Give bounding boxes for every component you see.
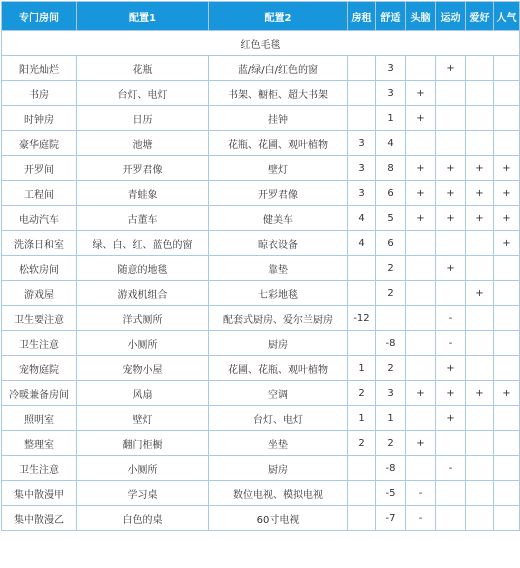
cell-sport (436, 106, 466, 131)
cell-popularity (494, 256, 520, 281)
cell-rent: 3 (348, 181, 376, 206)
table-row (2, 281, 520, 306)
cell-room-name: 游戏屋 (2, 281, 77, 306)
cell-config2: 厨房 (209, 456, 348, 481)
table-body (2, 31, 520, 531)
cell-config2: 花圃、花瓶、观叶植物 (209, 356, 348, 381)
cell-hobby (466, 81, 494, 106)
cell-sport: - (436, 331, 466, 356)
cell-brain (406, 231, 436, 256)
cell-hobby (466, 56, 494, 81)
cell-room-name: 松软房间 (2, 256, 77, 281)
cell-sport: + (436, 156, 466, 181)
cell-comfort: 3 (376, 81, 406, 106)
column-header-comfort: 舒适 (376, 2, 406, 31)
cell-popularity (494, 131, 520, 156)
cell-room-name: 豪华庭院 (2, 131, 77, 156)
cell-comfort: 4 (376, 131, 406, 156)
cell-config1: 壁灯 (77, 406, 209, 431)
table-row (2, 256, 520, 281)
cell-popularity (494, 306, 520, 331)
cell-popularity (494, 106, 520, 131)
cell-config2: 60寸电视 (209, 506, 348, 531)
table-row (2, 231, 520, 256)
cell-brain (406, 356, 436, 381)
cell-brain (406, 281, 436, 306)
table-row (2, 156, 520, 181)
cell-popularity: + (494, 231, 520, 256)
cell-config1: 风扇 (77, 381, 209, 406)
cell-rent (348, 331, 376, 356)
cell-comfort: 1 (376, 406, 406, 431)
cell-sport (436, 131, 466, 156)
cell-brain: + (406, 381, 436, 406)
cell-popularity (494, 431, 520, 456)
cell-config2: 开罗君像 (209, 181, 348, 206)
cell-config1: 游戏机组合 (77, 281, 209, 306)
cell-hobby: + (466, 181, 494, 206)
cell-brain (406, 131, 436, 156)
cell-comfort: 2 (376, 431, 406, 456)
cell-sport (436, 481, 466, 506)
cell-sport: + (436, 381, 466, 406)
cell-config2: 健美车 (209, 206, 348, 231)
table-row (2, 456, 520, 481)
cell-rent: 3 (348, 131, 376, 156)
cell-config1: 小厕所 (77, 331, 209, 356)
cell-config2: 厨房 (209, 331, 348, 356)
cell-config2: 台灯、电灯 (209, 406, 348, 431)
cell-hobby (466, 356, 494, 381)
cell-hobby: + (466, 281, 494, 306)
cell-popularity (494, 481, 520, 506)
cell-room-name: 电动汽车 (2, 206, 77, 231)
cell-brain: - (406, 506, 436, 531)
cell-room-name: 集中散漫甲 (2, 481, 77, 506)
section-label: 红色毛毯 (2, 31, 520, 56)
cell-config1: 随意的地毯 (77, 256, 209, 281)
cell-room-name: 集中散漫乙 (2, 506, 77, 531)
cell-config2: 坐垫 (209, 431, 348, 456)
cell-brain (406, 331, 436, 356)
cell-comfort: 3 (376, 381, 406, 406)
cell-popularity (494, 281, 520, 306)
cell-sport (436, 281, 466, 306)
cell-config1: 白色的桌 (77, 506, 209, 531)
cell-comfort: 2 (376, 256, 406, 281)
cell-rent (348, 481, 376, 506)
cell-brain (406, 256, 436, 281)
cell-comfort: 3 (376, 56, 406, 81)
cell-hobby (466, 406, 494, 431)
cell-hobby (466, 106, 494, 131)
cell-config2: 数位电视、模拟电视 (209, 481, 348, 506)
cell-sport: + (436, 406, 466, 431)
cell-brain: + (406, 156, 436, 181)
cell-config1: 绿、白、红、蓝色的窗 (77, 231, 209, 256)
cell-hobby (466, 256, 494, 281)
cell-rent (348, 256, 376, 281)
cell-room-name: 时钟房 (2, 106, 77, 131)
cell-popularity: + (494, 206, 520, 231)
cell-config1: 开罗君像 (77, 156, 209, 181)
cell-config1: 日历 (77, 106, 209, 131)
cell-rent (348, 81, 376, 106)
table-row (2, 56, 520, 81)
cell-hobby (466, 331, 494, 356)
cell-hobby (466, 306, 494, 331)
cell-comfort: 8 (376, 156, 406, 181)
cell-config1: 花瓶 (77, 56, 209, 81)
cell-rent (348, 506, 376, 531)
cell-popularity (494, 406, 520, 431)
cell-brain: + (406, 181, 436, 206)
cell-sport: - (436, 456, 466, 481)
cell-room-name: 卫生注意 (2, 331, 77, 356)
cell-rent: 2 (348, 431, 376, 456)
table-row (2, 106, 520, 131)
cell-comfort (376, 306, 406, 331)
cell-room-name: 工程间 (2, 181, 77, 206)
table-row (2, 506, 520, 531)
cell-rent: 2 (348, 381, 376, 406)
cell-hobby (466, 231, 494, 256)
cell-comfort: -5 (376, 481, 406, 506)
cell-rent (348, 106, 376, 131)
column-header-sport: 运动 (436, 2, 466, 31)
table-row (2, 356, 520, 381)
cell-brain (406, 406, 436, 431)
cell-comfort: 6 (376, 181, 406, 206)
cell-comfort: -8 (376, 456, 406, 481)
cell-brain: + (406, 431, 436, 456)
column-header-rent: 房租 (348, 2, 376, 31)
cell-hobby (466, 506, 494, 531)
cell-sport (436, 81, 466, 106)
cell-room-name: 开罗间 (2, 156, 77, 181)
column-header-brain: 头脑 (406, 2, 436, 31)
cell-config2: 空调 (209, 381, 348, 406)
cell-hobby: + (466, 156, 494, 181)
cell-room-name: 冷暖兼备房间 (2, 381, 77, 406)
column-header-popularity: 人气 (494, 2, 520, 31)
cell-config2: 靠垫 (209, 256, 348, 281)
cell-comfort: 1 (376, 106, 406, 131)
cell-sport: + (436, 56, 466, 81)
table-row (2, 131, 520, 156)
cell-room-name: 宠物庭院 (2, 356, 77, 381)
table-row (2, 331, 520, 356)
cell-room-name: 照明室 (2, 406, 77, 431)
table-row (2, 81, 520, 106)
cell-sport: + (436, 356, 466, 381)
cell-popularity (494, 81, 520, 106)
cell-popularity: + (494, 156, 520, 181)
cell-config1: 宠物小屋 (77, 356, 209, 381)
cell-rent: 1 (348, 406, 376, 431)
cell-brain: + (406, 106, 436, 131)
cell-popularity (494, 56, 520, 81)
table-row (2, 481, 520, 506)
cell-comfort: 6 (376, 231, 406, 256)
cell-room-name: 书房 (2, 81, 77, 106)
cell-hobby: + (466, 381, 494, 406)
cell-sport (436, 231, 466, 256)
rooms-table (1, 1, 520, 531)
cell-config2: 配套式厨房、爱尔兰厨房 (209, 306, 348, 331)
table-row (2, 381, 520, 406)
cell-popularity (494, 456, 520, 481)
cell-sport: + (436, 256, 466, 281)
cell-rent: 3 (348, 156, 376, 181)
cell-popularity (494, 331, 520, 356)
cell-config2: 壁灯 (209, 156, 348, 181)
cell-hobby (466, 431, 494, 456)
cell-room-name: 卫生注意 (2, 456, 77, 481)
cell-sport (436, 506, 466, 531)
cell-hobby (466, 131, 494, 156)
column-header-room: 专门房间 (2, 2, 77, 31)
cell-rent (348, 456, 376, 481)
cell-config1: 学习桌 (77, 481, 209, 506)
table-row (2, 431, 520, 456)
cell-room-name: 洗涤日和室 (2, 231, 77, 256)
cell-popularity (494, 506, 520, 531)
cell-brain (406, 56, 436, 81)
cell-rent: 1 (348, 356, 376, 381)
cell-config1: 台灯、电灯 (77, 81, 209, 106)
cell-config2: 挂钟 (209, 106, 348, 131)
cell-config1: 池塘 (77, 131, 209, 156)
cell-room-name: 整理室 (2, 431, 77, 456)
cell-rent: -12 (348, 306, 376, 331)
cell-config2: 晾衣设备 (209, 231, 348, 256)
cell-rent (348, 56, 376, 81)
header-row (2, 2, 520, 31)
cell-popularity (494, 356, 520, 381)
table-row (2, 306, 520, 331)
cell-comfort: 2 (376, 281, 406, 306)
table-row (2, 206, 520, 231)
cell-config2: 花瓶、花圃、观叶植物 (209, 131, 348, 156)
cell-comfort: -7 (376, 506, 406, 531)
cell-config2: 书架、橱柜、超大书架 (209, 81, 348, 106)
cell-sport: + (436, 206, 466, 231)
table-row (2, 181, 520, 206)
cell-brain (406, 456, 436, 481)
cell-popularity: + (494, 381, 520, 406)
cell-rent: 4 (348, 231, 376, 256)
cell-hobby (466, 456, 494, 481)
cell-config1: 青蛙象 (77, 181, 209, 206)
cell-config1: 洋式厕所 (77, 306, 209, 331)
cell-popularity: + (494, 181, 520, 206)
column-header-config2: 配置2 (209, 2, 348, 31)
cell-config1: 翻门柜橱 (77, 431, 209, 456)
cell-sport: + (436, 181, 466, 206)
cell-hobby (466, 481, 494, 506)
cell-comfort: -8 (376, 331, 406, 356)
cell-hobby: + (466, 206, 494, 231)
cell-comfort: 2 (376, 356, 406, 381)
section-row (2, 31, 520, 56)
cell-room-name: 卫生要注意 (2, 306, 77, 331)
cell-config2: 蓝/绿/白/红色的窗 (209, 56, 348, 81)
table-row (2, 406, 520, 431)
cell-sport (436, 431, 466, 456)
cell-room-name: 阳光灿烂 (2, 56, 77, 81)
cell-comfort: 5 (376, 206, 406, 231)
cell-sport: - (436, 306, 466, 331)
column-header-config1: 配置1 (77, 2, 209, 31)
cell-rent: 4 (348, 206, 376, 231)
cell-config2: 七彩地毯 (209, 281, 348, 306)
cell-brain: - (406, 481, 436, 506)
cell-brain: + (406, 206, 436, 231)
cell-brain (406, 306, 436, 331)
column-header-hobby: 爱好 (466, 2, 494, 31)
cell-brain: + (406, 81, 436, 106)
cell-rent (348, 281, 376, 306)
cell-config1: 古董车 (77, 206, 209, 231)
cell-config1: 小厕所 (77, 456, 209, 481)
